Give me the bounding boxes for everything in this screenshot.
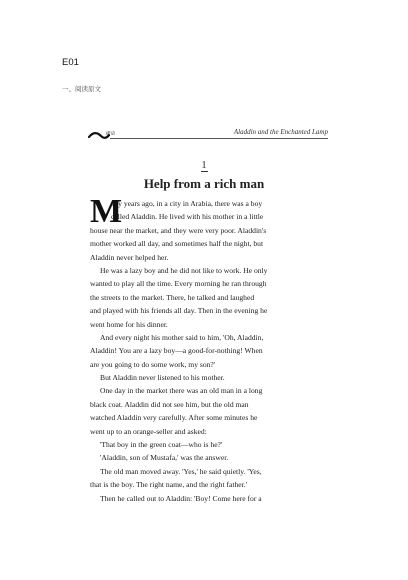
- text-line: called Aladdin. He lived with his mother in a little: [111, 212, 264, 222]
- document-code: E01: [62, 57, 79, 68]
- text-line: any years ago, in a city in Arabia, there was a boy: [111, 199, 263, 208]
- text-line: wanted to play all the time. Every morning he ran through: [90, 279, 267, 289]
- text-line: watched Aladdin very carefully. After some minutes he: [90, 413, 258, 423]
- section-heading: 一、阅读原文: [62, 85, 101, 93]
- text-line: black coat. Aladdin did not see him, but the old man: [90, 399, 249, 409]
- book-running-header: [88, 129, 328, 143]
- text-line: that is the boy. The right name, and the right father.': [90, 480, 247, 490]
- book-title: Aladdin and the Enchanted Lamp: [233, 128, 328, 136]
- header-rule: [110, 138, 328, 139]
- drop-cap: M: [90, 193, 123, 230]
- text-line: Aladdin never helped her.: [90, 252, 169, 262]
- text-line: went home for his dinner.: [90, 319, 168, 329]
- chapter-number: 1: [0, 159, 408, 172]
- text-line: He was a lazy boy and he did not like to work. He only: [100, 265, 268, 275]
- text-line: 'That boy in the green coat—who is he?': [100, 440, 223, 450]
- text-line: went up to an orange-seller and asked:: [90, 426, 207, 436]
- chapter-title: Help from a rich man: [143, 176, 265, 191]
- book-logo-text: 读虫: [105, 131, 116, 137]
- text-line: Aladdin! You are a lazy boy—a good-for-nothing! When: [90, 346, 263, 356]
- text-line: 'Aladdin, son of Mustafa,' was the answer.: [100, 453, 229, 463]
- text-line: and played with his friends all day. Then in the evening he: [90, 306, 268, 316]
- text-line: One day in the market there was an old man in a long: [100, 386, 263, 396]
- text-line: The old man moved away. 'Yes,' he said quietly. 'Yes,: [100, 466, 262, 476]
- story-body: [90, 193, 330, 505]
- text-line: And every night his mother said to him, 'Oh, Aladdin,: [100, 332, 264, 342]
- text-line: house near the market, and they were very poor. Aladdin's: [90, 225, 267, 235]
- text-line: But Aladdin never listened to his mother.: [100, 373, 225, 383]
- text-line: are you going to do some work, my son?': [90, 359, 216, 369]
- text-line: the streets to the market. There, he talked and laughed: [90, 292, 255, 302]
- text-line: mother worked all day, and sometimes half the night, but: [90, 239, 264, 249]
- text-line: Then he called out to Aladdin: 'Boy! Come here for a: [100, 493, 262, 503]
